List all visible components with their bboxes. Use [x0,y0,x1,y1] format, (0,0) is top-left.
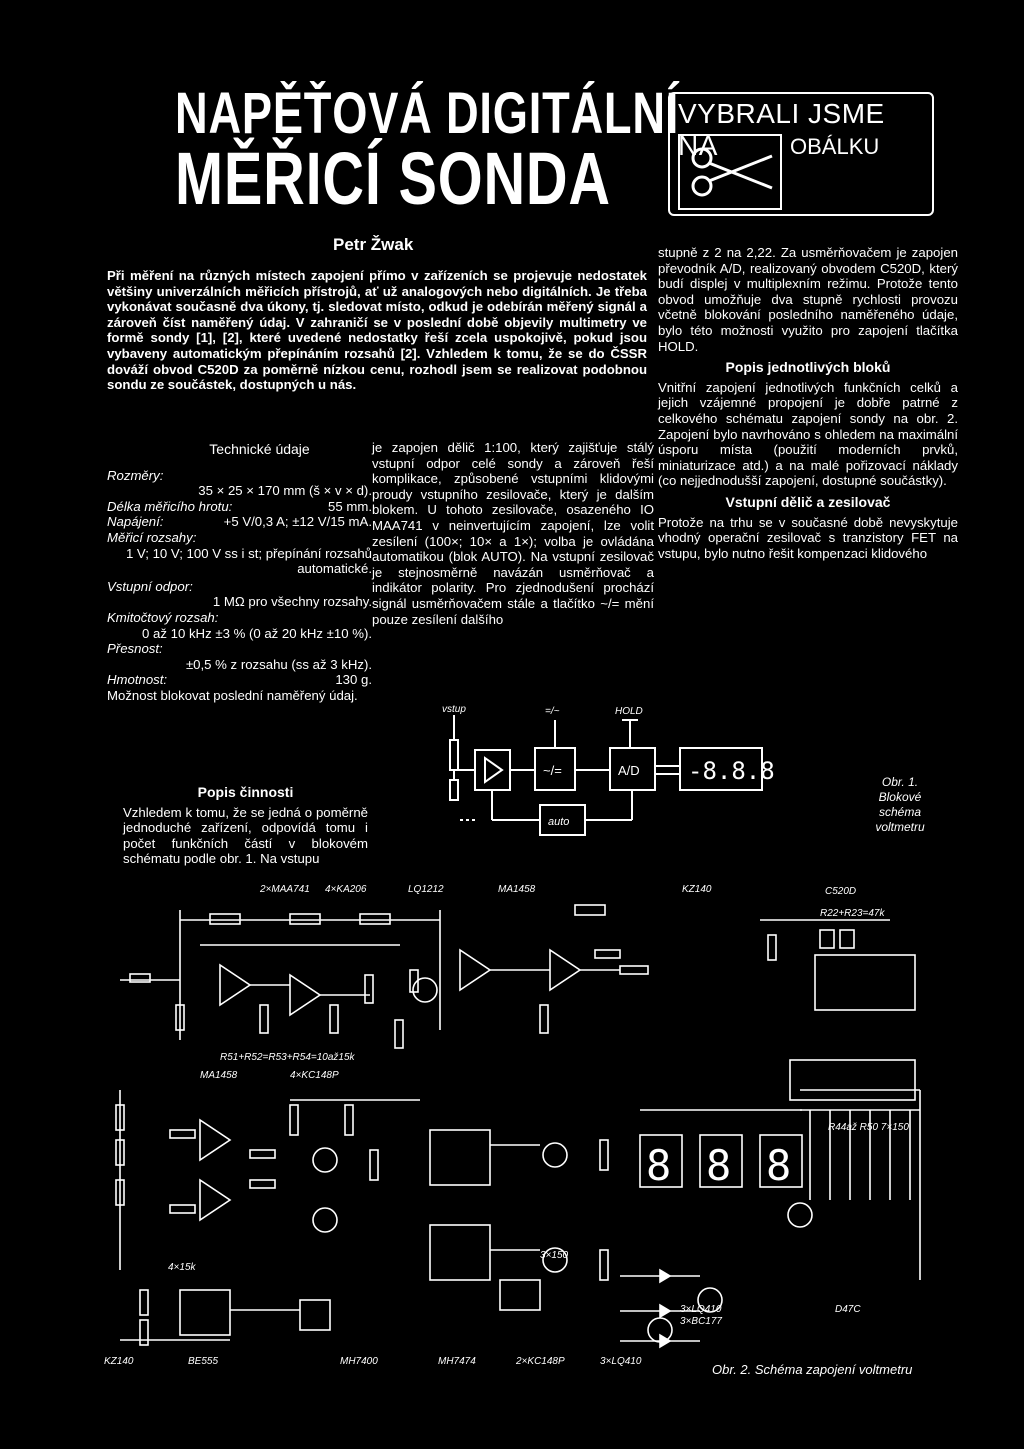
spec-label: Přesnost: [107,641,163,657]
schematic-label: MH7400 [340,1356,378,1367]
spec-label: Délka měřicího hrotu: [107,498,233,514]
technical-specs [107,442,372,704]
figure2-caption: Obr. 2. Schéma zapojení voltmetru [712,1362,913,1377]
paragraph: Vnitřní zapojení jednotlivých funkčních celků a jejich vzájemné propojení je dobře patrné z celkového schématu zapojení sondy na obr. 2. Zapojení bylo navrhováno s ohledem na maximální úsporu místa (použití moderních prvků, miniaturizace atd.) a na malé pořizovací náklady (co nejjednodušší zapojení, dostupné součástky). [658,379,958,489]
schematic-label: C520D [825,886,857,897]
spec-label: Vstupní odpor: [107,578,193,594]
display-digit: 8 [706,1141,732,1190]
title-line-1: NAPĚŤOVÁ DIGITÁLNÍ [175,81,680,146]
paragraph: stupně z 2 na 2,22. Za usměrňovačem je zapojen převodník A/D, realizovaný obvodem C520D, který budí displej v multiplexním režimu. Protože tento obvod umožňuje dva stupně rychlosti provozu včetně blokování posledního naměřeného údaje, bylo této možnosti využito pro zapojení tlačítka HOLD. [658,245,958,354]
middle-column: je zapojen dělič 1:100, který zajišťuje stálý vstupní odpor celé sondy a zároveň řeší komplikace, způsobené vstupními klidovými proudy vstupního zesilovače, který je dalším blokem. U tohoto zesilovače, osazeného IO MAA741 v neinvertujícím zapojení, lze volit zesílení (100×; 10× a 1×); volba je ovládána automatikou (blok AUTO). Na vstupní zesilovač je stejnosměrně navázán usměrňovač a indikátor polarity. Pro zjednodušení prochází signál usměrňovačem stále a tlačítko ~/= mění pouze zesílení dalšího [372,440,654,627]
schematic-label: KZ140 [104,1356,134,1367]
spec-value: +5 V/0,3 A; ±12 V/15 mA. [223,514,372,530]
paragraph: Protože na trhu se v současné době nevyskytuje vhodný operační zesilovač s tranzistory FET na vstupu, bylo nutno řešit kompenzaci klidového [658,514,958,561]
adc-label: A/D [618,763,640,778]
badge-line-2: OBÁLKU [790,134,880,159]
fig1-label-input: vstup [442,704,466,715]
schematic-label: 3×LQ410 [600,1356,642,1367]
fig1-label-acdc: =/~ [545,706,560,717]
specs-heading: Technické údaje [209,441,310,457]
section-heading: Vstupní dělič a zesilovač [725,493,891,510]
fig1-label-auto: auto [548,816,570,828]
block-diagram [440,700,800,850]
spec-label: Napájení: [107,514,164,530]
display-digit: 8 [766,1141,792,1190]
figure1-caption: Obr. 1. Blokové schéma voltmetru [875,775,925,834]
rectifier-label: ~/= [543,763,562,778]
fig1-display: -8.8.8 [688,757,775,785]
schematic-label: KZ140 [682,884,712,895]
right-column [658,245,958,561]
spec-label: Hmotnost: [107,672,168,688]
title-line-2: MĚŘICÍ SONDA [175,137,611,220]
popis-cinnosti [123,779,368,867]
section-heading: Popis jednotlivých bloků [725,359,891,376]
spec-value: 130 g. [335,672,372,688]
spec-value: 0 až 10 kHz ±3 % (0 až 20 kHz ±10 %). [142,625,372,641]
section-heading: Popis činnosti [197,784,294,800]
schematic-label: R44až R50 7×150 [828,1122,909,1133]
schematic-label: 4×KA206 [325,884,367,895]
spec-label: Rozměry: [107,467,164,483]
spec-value: 1 MΩ pro všechny rozsahy. [212,594,372,610]
schematic-label: BE555 [188,1356,219,1367]
badge-line-1: VYBRALI JSME NA [678,98,885,161]
cover-badge [668,92,934,216]
spec-value: ±0,5 % z rozsahu (ss až 3 kHz). [185,656,372,672]
scissors-icon [678,134,782,210]
spec-note: Možnost blokovat poslední naměřený údaj. [107,687,358,703]
lead-paragraph: Při měření na různých místech zapojení přímo v zařízeních se projevuje nedostatek většiny univerzálních měřicích přístrojů, ať už analogových nebo digitálních. Je třeba vykonávat současně dva úkony, tj. sledovat místo, odkud je odebírán měřený signál a zároveň číst naměřený údaj. V zahraničí se v poslední době objevily multimetry ve formě sondy [1], [2], které uvedené nedostatky řeší zcela uspokojivě, pokud jsou vybaveny automatickým přepínáním rozsahů [2]. Vzhledem k tomu, že se do ČSSR dováží obvod C520D za poměrně nízkou cenu, rozhodl jsem se realizovat podobnou sondu ze součástek, dostupných u nás. [107,268,647,393]
schematic-label: LQ1212 [408,884,444,895]
schematic-label: 3×BC177 [680,1316,722,1327]
schematic-label: 4×KC148P [290,1070,339,1081]
schematic-label: MA1458 [498,884,536,895]
schematic-label: MA1458 [200,1070,238,1081]
schematic-label: MH7474 [438,1356,476,1367]
fig1-label-hold: HOLD [615,706,643,717]
spec-value: 1 V; 10 V; 100 V ss i st; přepínání rozsahů automatické. [125,545,372,577]
circuit-schematic [100,880,950,1370]
author: Petr Žwak [333,235,414,254]
display-digit: 8 [646,1141,672,1190]
section-text: Vzhledem k tomu, že se jedná o poměrně jednoduché zařízení, odpovídá tomu i počet funkčních částí v blokovém schématu podle obr. 1. Na vstupu [123,804,368,867]
spec-value: 35 × 25 × 170 mm (š × v × d). [198,483,372,499]
schematic-label: R22+R23=47k [820,908,885,919]
schematic-label: D47C [835,1304,861,1315]
schematic-label: 2×KC148P [516,1356,565,1367]
schematic-label: R51+R52=R53+R54=10až15k [220,1052,355,1063]
spec-label: Kmitočtový rozsah: [107,609,219,625]
schematic-label: 4×15k [168,1262,196,1273]
spec-label: Měřicí rozsahy: [107,529,197,545]
schematic-label: 3×LQ410 [680,1304,722,1315]
schematic-label: 3×150 [540,1250,569,1261]
spec-value: 55 mm. [328,498,372,514]
schematic-label: 2×MAA741 [260,884,310,895]
